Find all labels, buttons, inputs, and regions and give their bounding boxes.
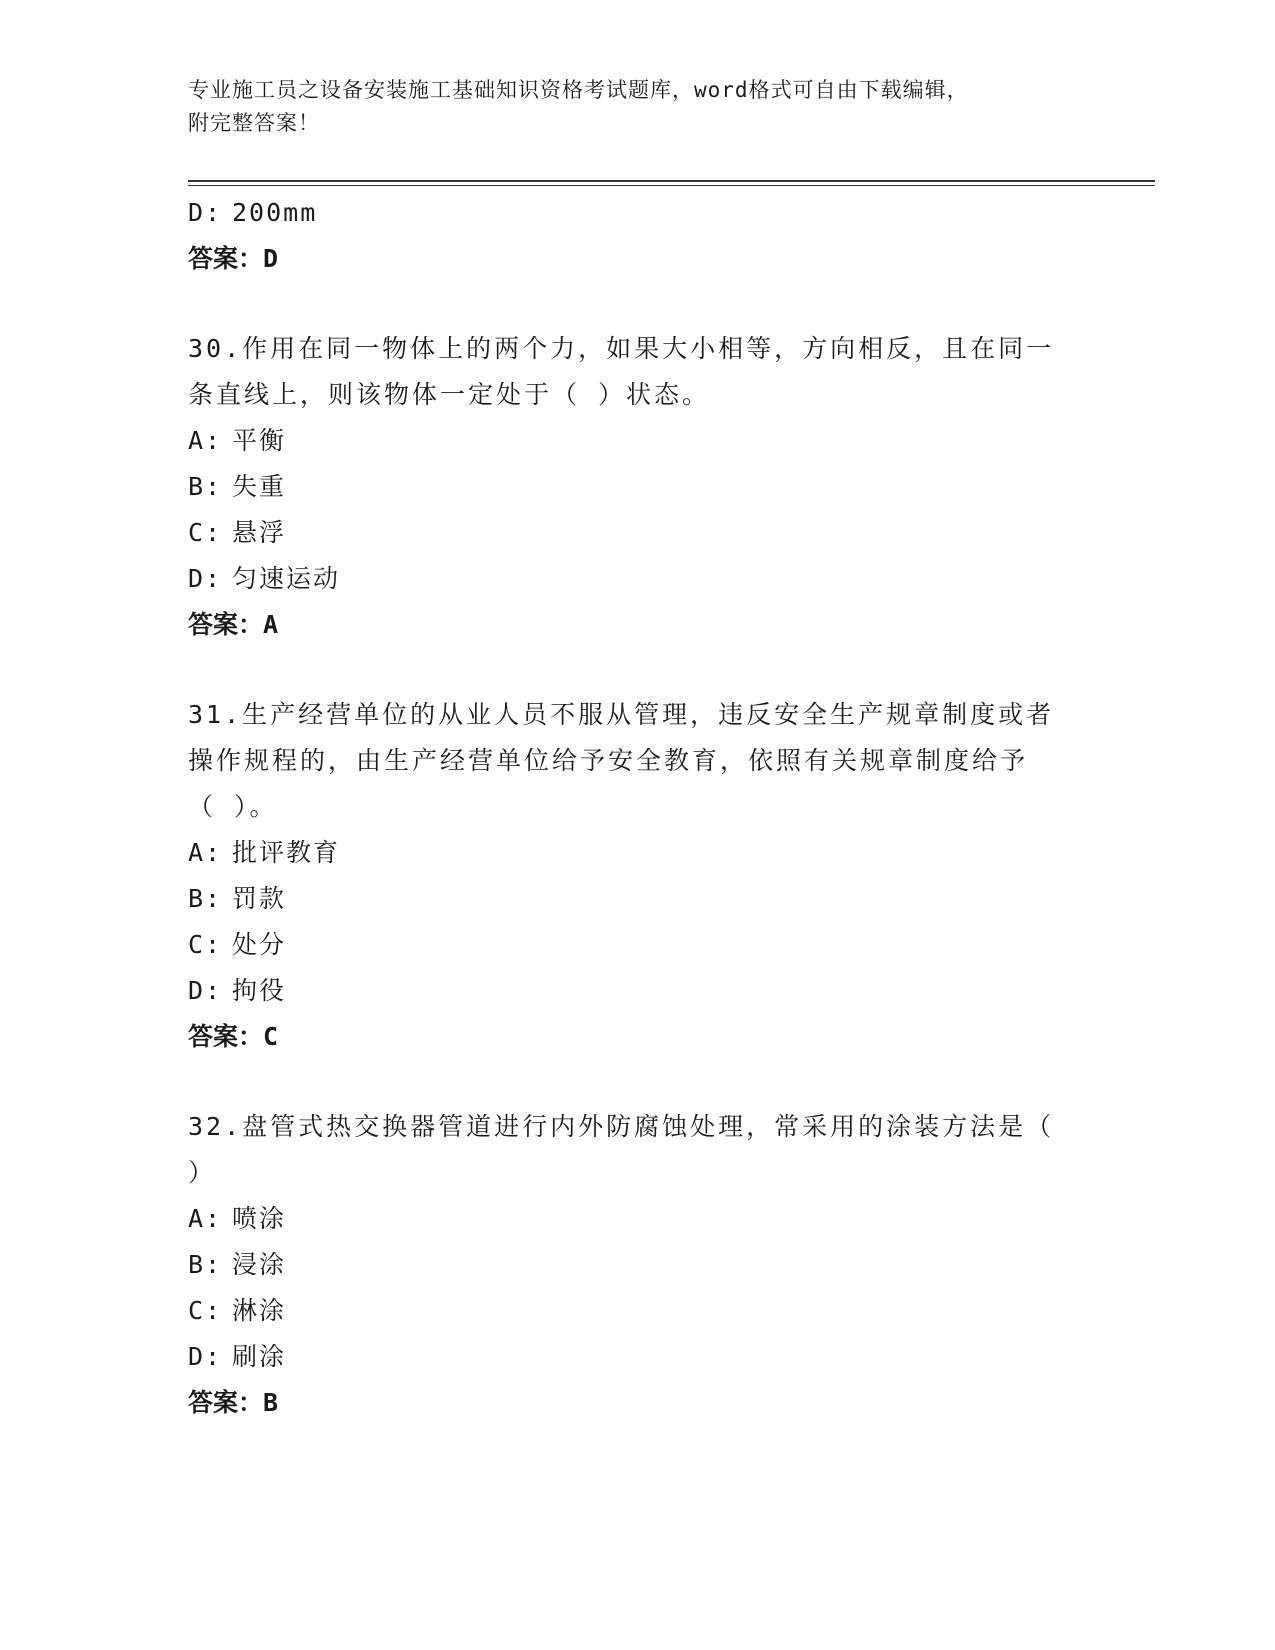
option-d [188, 190, 1088, 236]
answer-line: 答案：D [188, 244, 279, 273]
option-letter: A: [188, 838, 223, 867]
question-content [188, 190, 1088, 1426]
option-letter: C: [188, 1296, 223, 1325]
question-30 [188, 326, 1088, 648]
question-text-line: 条直线上，则该物体一定处于（ ）状态。 [188, 380, 711, 409]
answer-line: 答案：C [188, 1022, 279, 1051]
option-letter: A: [188, 426, 223, 455]
option-letter: B: [188, 472, 223, 501]
option-a [188, 830, 1088, 876]
option-letter: C: [188, 930, 223, 959]
header-line-1: 专业施工员之设备安装施工基础知识资格考试题库，word格式可自由下载编辑， [188, 78, 969, 102]
option-letter: B: [188, 884, 223, 913]
option-text: 匀速运动 [232, 564, 341, 593]
option-letter: B: [188, 1250, 223, 1279]
option-text: 200mm [232, 198, 318, 227]
question-text-line: 操作规程的，由生产经营单位给予安全教育，依照有关规章制度给予 [188, 746, 1029, 775]
option-text: 平衡 [232, 426, 287, 455]
option-text: 悬浮 [232, 518, 287, 547]
question-32 [188, 1104, 1088, 1426]
option-text: 罚款 [232, 884, 287, 913]
option-letter: D: [188, 1342, 223, 1371]
option-text: 处分 [232, 930, 287, 959]
option-a [188, 418, 1088, 464]
question-text-line: ） [188, 1158, 217, 1187]
header-line-2: 附完整答案！ [188, 111, 320, 135]
question-text-line: 30.作用在同一物体上的两个力，如果大小相等，方向相反，且在同一 [188, 334, 1055, 363]
option-d [188, 1334, 1088, 1380]
option-c [188, 922, 1088, 968]
option-text: 喷涂 [232, 1204, 287, 1233]
option-b [188, 1242, 1088, 1288]
option-text: 淋涂 [232, 1296, 287, 1325]
option-letter: D: [188, 198, 223, 227]
question-31 [188, 692, 1088, 1060]
option-d [188, 968, 1088, 1014]
option-text: 浸涂 [232, 1250, 287, 1279]
option-text: 刷涂 [232, 1342, 287, 1371]
option-b [188, 876, 1088, 922]
option-letter: A: [188, 1204, 223, 1233]
question-text-line: （ ）。 [188, 792, 278, 821]
option-d [188, 556, 1088, 602]
answer-line: 答案：A [188, 610, 279, 639]
document-header [188, 74, 1088, 140]
question-text-line: 32.盘管式热交换器管道进行内外防腐蚀处理，常采用的涂装方法是（ [188, 1112, 1055, 1141]
option-b [188, 464, 1088, 510]
option-letter: D: [188, 564, 223, 593]
option-c [188, 510, 1088, 556]
question-text-line: 31.生产经营单位的从业人员不服从管理，违反安全生产规章制度或者 [188, 700, 1055, 729]
option-letter: D: [188, 976, 223, 1005]
answer-line: 答案：B [188, 1388, 279, 1417]
option-text: 失重 [232, 472, 287, 501]
previous-question-tail [188, 190, 1088, 282]
header-rule-thin [188, 185, 1155, 186]
option-text: 批评教育 [232, 838, 341, 867]
header-rule-thick [188, 180, 1155, 182]
option-text: 拘役 [232, 976, 287, 1005]
option-letter: C: [188, 518, 223, 547]
option-c [188, 1288, 1088, 1334]
option-a [188, 1196, 1088, 1242]
